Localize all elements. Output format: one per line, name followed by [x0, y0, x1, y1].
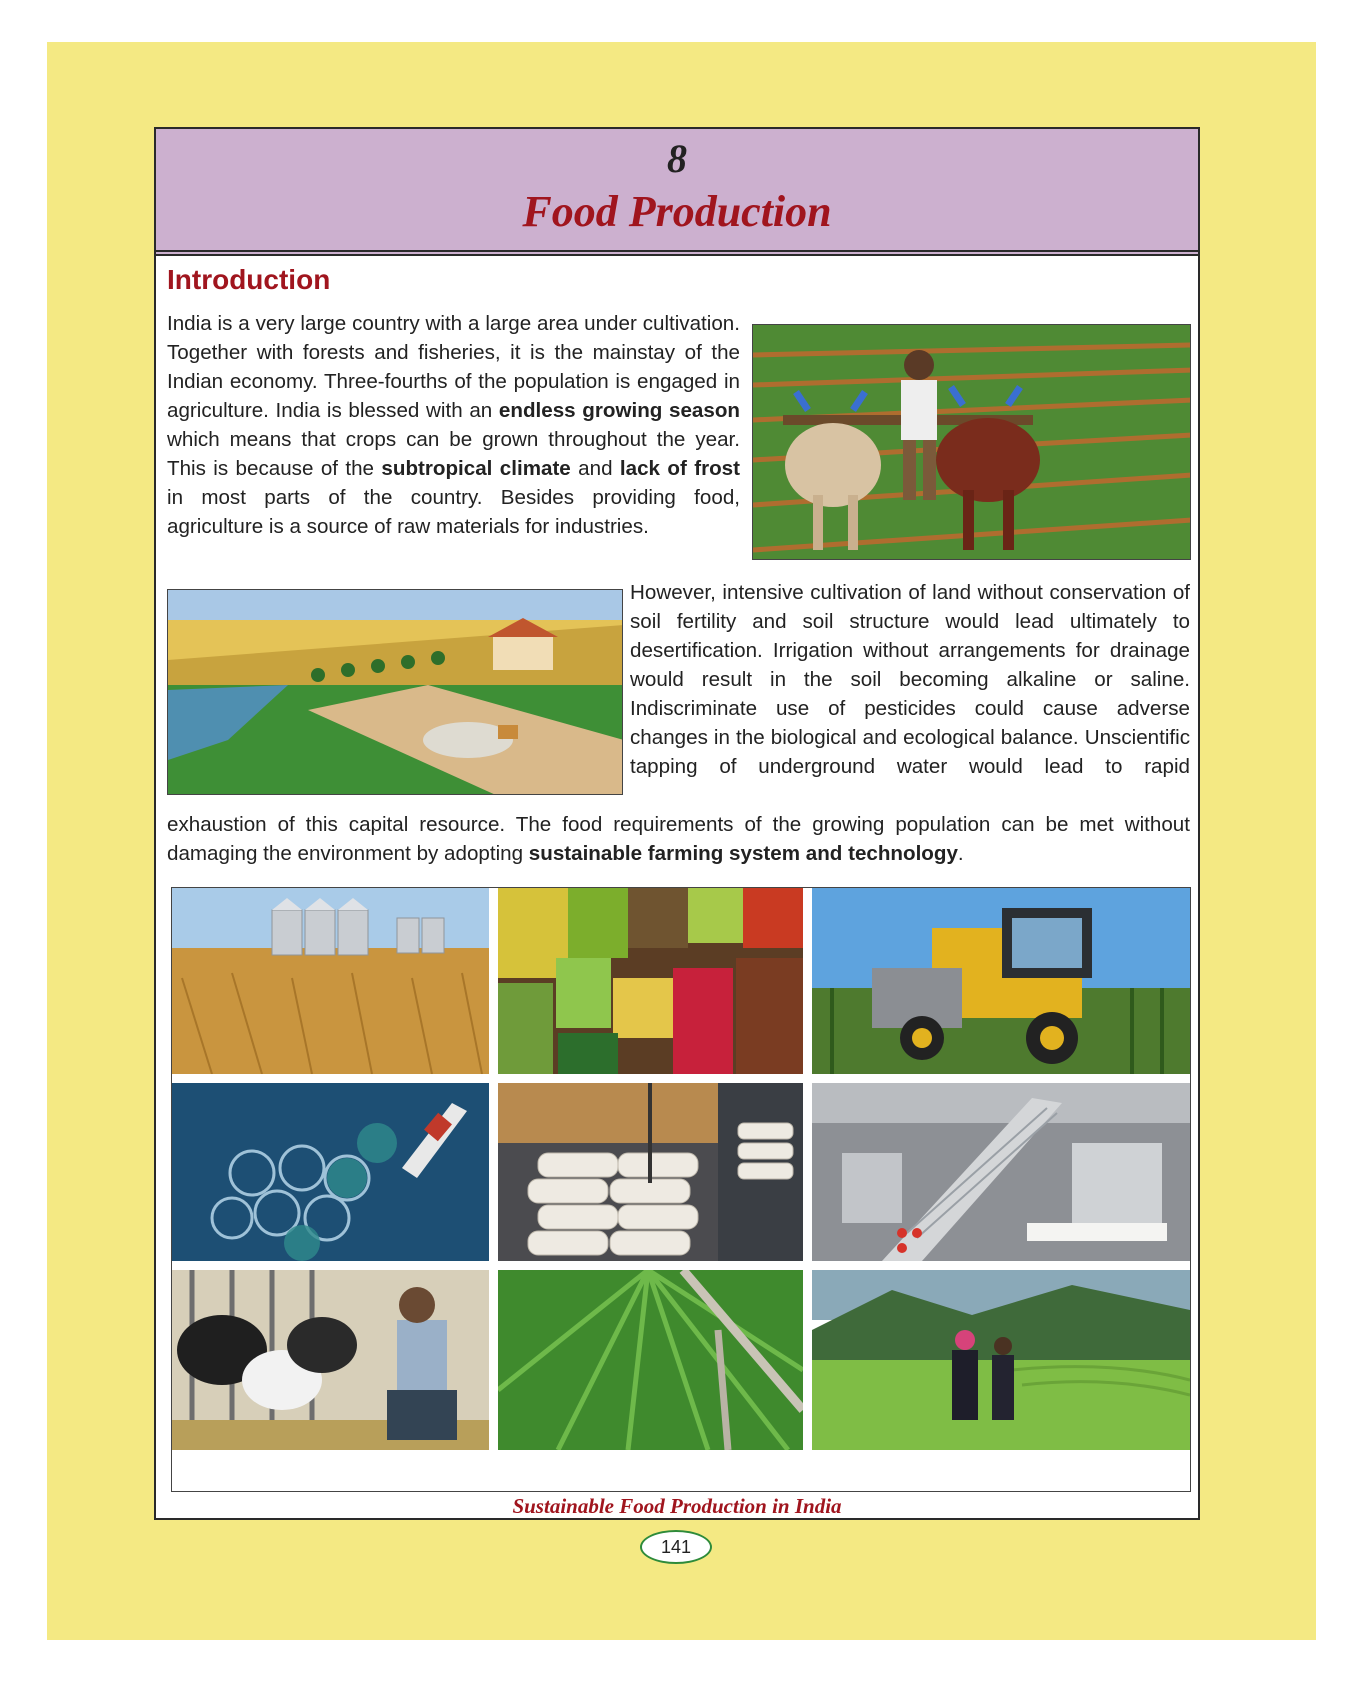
photo-collage [171, 887, 1191, 1492]
bold-term: endless growing season [498, 399, 740, 422]
aerial-farm-photo [167, 589, 623, 795]
food-storage-sacks-photo [498, 1083, 803, 1261]
figure-caption: Sustainable Food Production in India [512, 1494, 842, 1518]
text-run: and [570, 457, 620, 480]
market-produce-photo [498, 888, 803, 1074]
text-run: which means that crops can be grown throughout the year. This is because of the [167, 428, 740, 480]
grain-silos-wheat-photo [172, 888, 489, 1074]
bold-term: lack of frost [619, 457, 740, 480]
chapter-number: 8 [667, 136, 687, 181]
crop-rows-photo [498, 1270, 803, 1450]
bold-term: subtropical climate [381, 457, 571, 480]
page-number: 141 [640, 1530, 712, 1564]
oxen-ploughing-photo [752, 324, 1191, 560]
section-heading: Introduction [167, 264, 331, 295]
dairy-farm-photo [172, 1270, 489, 1450]
intro-paragraph-3 [167, 810, 1190, 868]
text-run: India is a very large country with a large area under cultivation. Together with forests and fisheries, it is the mainstay of the Indian economy. Three-fourths of the population is engaged in agriculture. India is blessed with an [167, 312, 740, 422]
harvester-machine-photo [812, 888, 1190, 1074]
text-run: . [957, 842, 964, 865]
chapter-header [156, 129, 1198, 256]
fish-farming-photo [172, 1083, 489, 1261]
food-processing-plant-photo [812, 1083, 1190, 1261]
content-frame [154, 127, 1200, 1520]
text-run: exhaustion of this capital resource. The food requirements of the growing population can be met without damaging the environment by adopting [167, 813, 1190, 865]
bold-term: sustainable farming system and technology [528, 842, 958, 865]
rice-terraces-photo [812, 1270, 1190, 1450]
intro-paragraph-1 [167, 309, 740, 541]
chapter-title: Food Production [522, 187, 832, 236]
intro-paragraph-2: However, intensive cultivation of land without conservation of soil fertility and soil structure would lead ultimately to desertification. Irrigation without arrangements for drainage would result in the soil becoming alkaline or saline. Indiscriminate use of pesticides could cause adverse changes in the biological and ecological balance. Unscientific tapping of underground water would lead to rapid [630, 581, 1190, 778]
text-run: in most parts of the country. Besides providing food, agriculture is a source of raw materials for industries. [167, 486, 740, 538]
